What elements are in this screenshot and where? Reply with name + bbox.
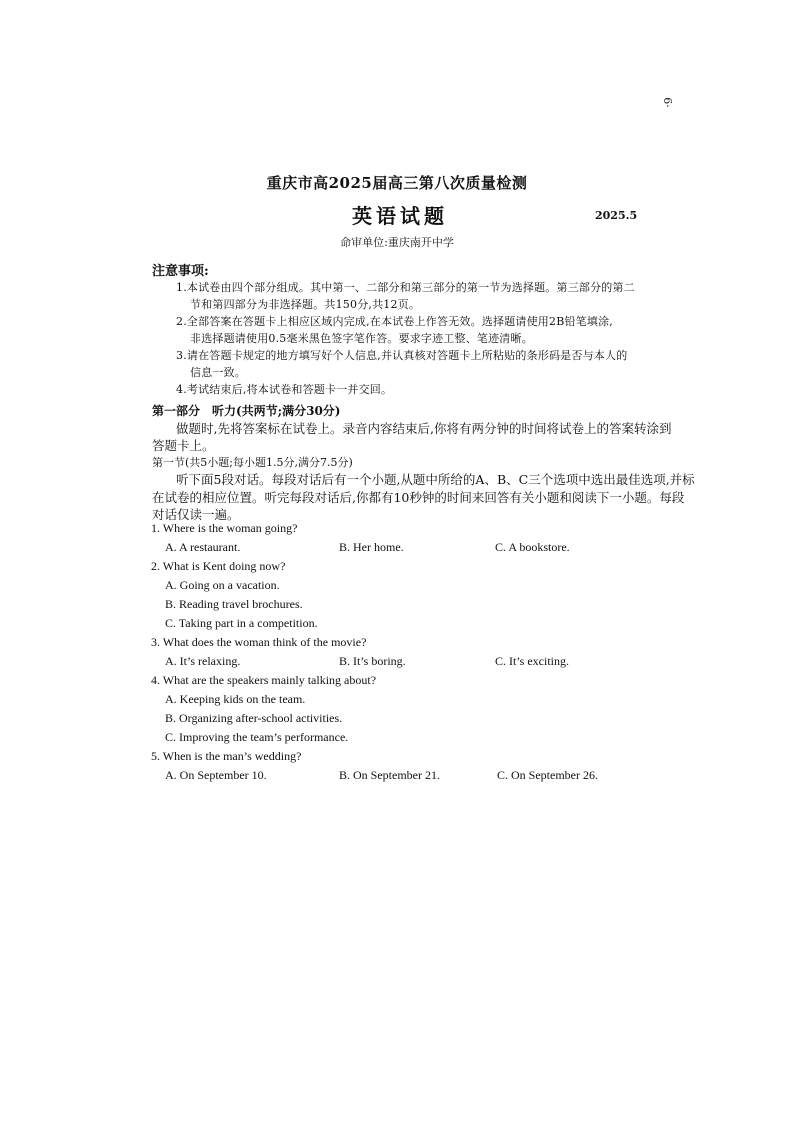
question-3-option-a: A. It’s relaxing.: [165, 654, 241, 668]
question-5-option-a: A. On September 10.: [165, 768, 267, 782]
question-4-stem: 4. What are the speakers mainly talking about?: [151, 673, 377, 687]
exam-date: 2025.5: [595, 209, 638, 222]
question-4-option-c: C. Improving the team’s performance.: [165, 730, 349, 744]
exam-setter: 命审单位:重庆南开中学: [340, 236, 454, 249]
question-5-stem: 5. When is the man’s wedding?: [151, 749, 302, 763]
question-1-stem: 1. Where is the woman going?: [151, 521, 298, 535]
question-3-option-c: C. It’s exciting.: [495, 654, 569, 668]
page-corner-mark: 6·: [660, 97, 674, 108]
notice-heading: 注意事项:: [152, 264, 209, 279]
question-2-option-b: B. Reading travel brochures.: [165, 597, 303, 611]
question-1-option-a: A. A restaurant.: [165, 540, 241, 554]
exam-title: 重庆市高2025届高三第八次质量检测: [266, 174, 528, 192]
question-3-option-b: B. It’s boring.: [339, 654, 406, 668]
part1-instruction-line: 做题时,先将答案标在试卷上。录音内容结束后,你将有两分钟的时间将试卷上的答案转涂到: [176, 421, 672, 436]
notice-line: 非选择题请使用0.5毫米黑色签字笔作答。要求字迹工整、笔迹清晰。: [190, 332, 533, 345]
question-4-option-b: B. Organizing after-school activities.: [165, 711, 343, 725]
part1-heading: 第一部分 听力(共两节;满分30分): [152, 404, 341, 418]
question-3-stem: 3. What does the woman think of the movie?: [151, 635, 367, 649]
notice-line: 4.考试结束后,将本试卷和答题卡一并交回。: [176, 383, 393, 396]
section1-instruction-line: 对话仅读一遍。: [152, 507, 240, 522]
question-2-option-a: A. Going on a vacation.: [165, 578, 280, 592]
subject-title: 英语试题: [352, 204, 448, 228]
question-2-option-c: C. Taking part in a competition.: [165, 616, 318, 630]
notice-line: 1.本试卷由四个部分组成。其中第一、二部分和第三部分的第一节为选择题。第三部分的第二: [176, 281, 635, 294]
notice-line: 信息一致。: [190, 366, 246, 379]
question-1-option-c: C. A bookstore.: [495, 540, 570, 554]
notice-line: 节和第四部分为非选择题。共150分,共12页。: [190, 298, 421, 311]
section1-instruction-line: 听下面5段对话。每段对话后有一个小题,从题中所给的A、B、C三个选项中选出最佳选项,并标: [176, 472, 695, 487]
part1-instruction-line: 答题卡上。: [152, 438, 215, 453]
question-5-option-b: B. On September 21.: [339, 768, 440, 782]
question-4-option-a: A. Keeping kids on the team.: [165, 692, 306, 706]
notice-line: 3.请在答题卡规定的地方填写好个人信息,并认真核对答题卡上所粘贴的条形码是否与本人的: [176, 349, 628, 362]
question-1-option-b: B. Her home.: [339, 540, 404, 554]
notice-line: 2.全部答案在答题卡上相应区域内完成,在本试卷上作答无效。选择题请使用2B铅笔填涂,: [176, 315, 613, 328]
question-2-stem: 2. What is Kent doing now?: [151, 559, 286, 573]
section1-heading: 第一节(共5小题;每小题1.5分,满分7.5分): [152, 456, 353, 469]
section1-instruction-line: 在试卷的相应位置。听完每段对话后,你都有10秒钟的时间来回答有关小题和阅读下一小题。每段: [152, 490, 685, 505]
question-5-option-c: C. On September 26.: [497, 768, 598, 782]
